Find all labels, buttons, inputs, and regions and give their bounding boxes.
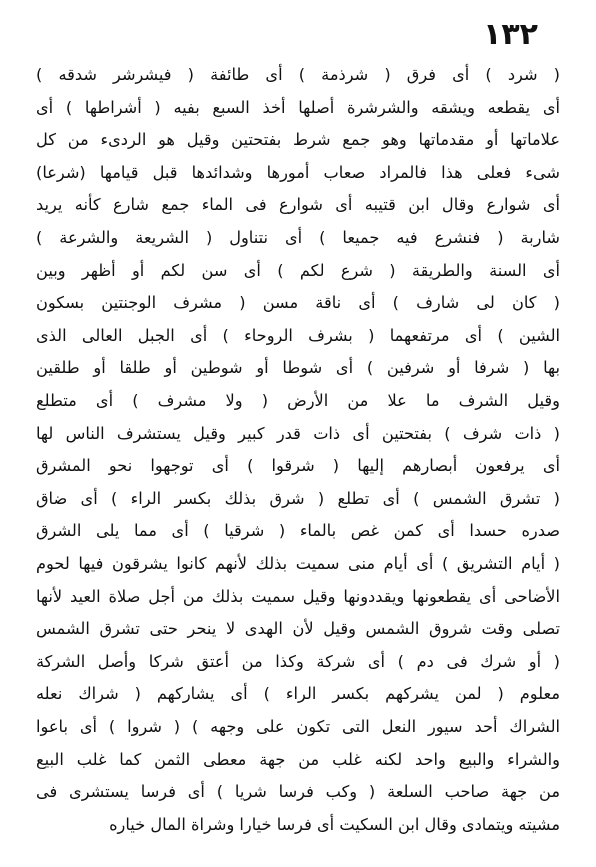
text-line: شىء فعلى هذا فالمراد صعاب أمورها وشدائدها قبل قيامها (شرعا) — [36, 162, 560, 182]
text-line: أى يرفعون أبصارهم إليها ( شرقوا ) أى توجهوا نحو المشرق — [36, 456, 560, 476]
text-line: الشراك أحد سيور النعل التى تكون على وجهه ) ( شروا ) أى باعوا — [36, 717, 560, 736]
text-line: صدره حسدا أى كمن غص بالماء ( شرقيا ) أى مما يلى الشرق — [36, 521, 560, 541]
text-line: ( أو شرك فى دم ) أى شركة وكذا من أعتق شركا وأصل الشركة — [36, 651, 560, 671]
page-number: ١٣٢ — [483, 17, 538, 52]
text-line: ( أيام التشريق ) أى أيام منى سميت بذلك لأنهم كانوا يشرقون فيها لحوم — [36, 554, 560, 573]
text-line: ( تشرق الشمس ) أى تطلع ( شرق بذلك بكسر الراء ) أى ضاق — [36, 488, 560, 508]
text-line: وقيل الشرف ما علا من الأرض ( ولا مشرف ) أى متطلع — [36, 391, 560, 410]
text-line: أى السنة والطريقة ( شرع لكم ) أى سن لكم أو أظهر وبين — [36, 260, 560, 280]
text-line: تصلى وقت شروق الشمس وقيل لأن الهدى لا ينحر حتى تشرق الشمس — [36, 619, 560, 639]
text-line: شاربة ( فنشرع فيه جميعا ) أى نتناول ( الشريعة والشرعة ) — [36, 228, 560, 247]
text-line: أى يقطعه ويشقه والشرشرة أصلها أخذ السبع بفيه ( أشراطها ) أى — [36, 97, 560, 117]
text-line: معلوم ( لمن يشركهم بكسر الراء ) أى يشاركهم ( شراك نعله — [36, 684, 560, 704]
text-line: مشيته ويتمادى وقال ابن السكيت أى فرسا خيارا وشراة المال خياره — [109, 814, 560, 834]
text-line: ( شرد ) أى فرق ( شرذمة ) أى طائفة ( فيشرشر شدقه ) — [36, 65, 560, 84]
text-line: ( كان لى شارف ) أى ناقة مسن ( مشرف الوجنتين بسكون — [36, 293, 560, 313]
text-line: أى شوارع وقال ابن قتيبه أى شوارع فى الماء جمع شارع كأنه يريد — [36, 195, 560, 215]
text-line: الشين ) أى مرتفعهما ( بشرف الروحاء ) أى الجبل العالى الذى — [36, 325, 560, 345]
text-line: بها ( شرفا أو شرفين ) أى شوطا أو شوطين أو طلقا أو طلقين — [36, 358, 560, 378]
text-line: ( ذات شرف ) بفتحتين أى ذات قدر كبير وقيل يستشرف الناس لها — [36, 423, 560, 443]
text-line: من جهة صاحب السلعة ( وكب فرسا شريا ) أى فرسا يستشرى فى — [36, 782, 560, 802]
text-line: والشراء والبيع واحد لكنه غلب من جهة معطى الثمن كما غلب البيع — [36, 749, 560, 769]
text-line: علاماتها أو مقدماتها وهو جمع شرط بفتحتين وقيل هو الردىء من كل — [36, 130, 560, 150]
text-line: الأضاحى أى يقطعونها ويقددونها وقيل سميت بذلك من أجل صلاة العيد لأنها — [36, 586, 560, 606]
